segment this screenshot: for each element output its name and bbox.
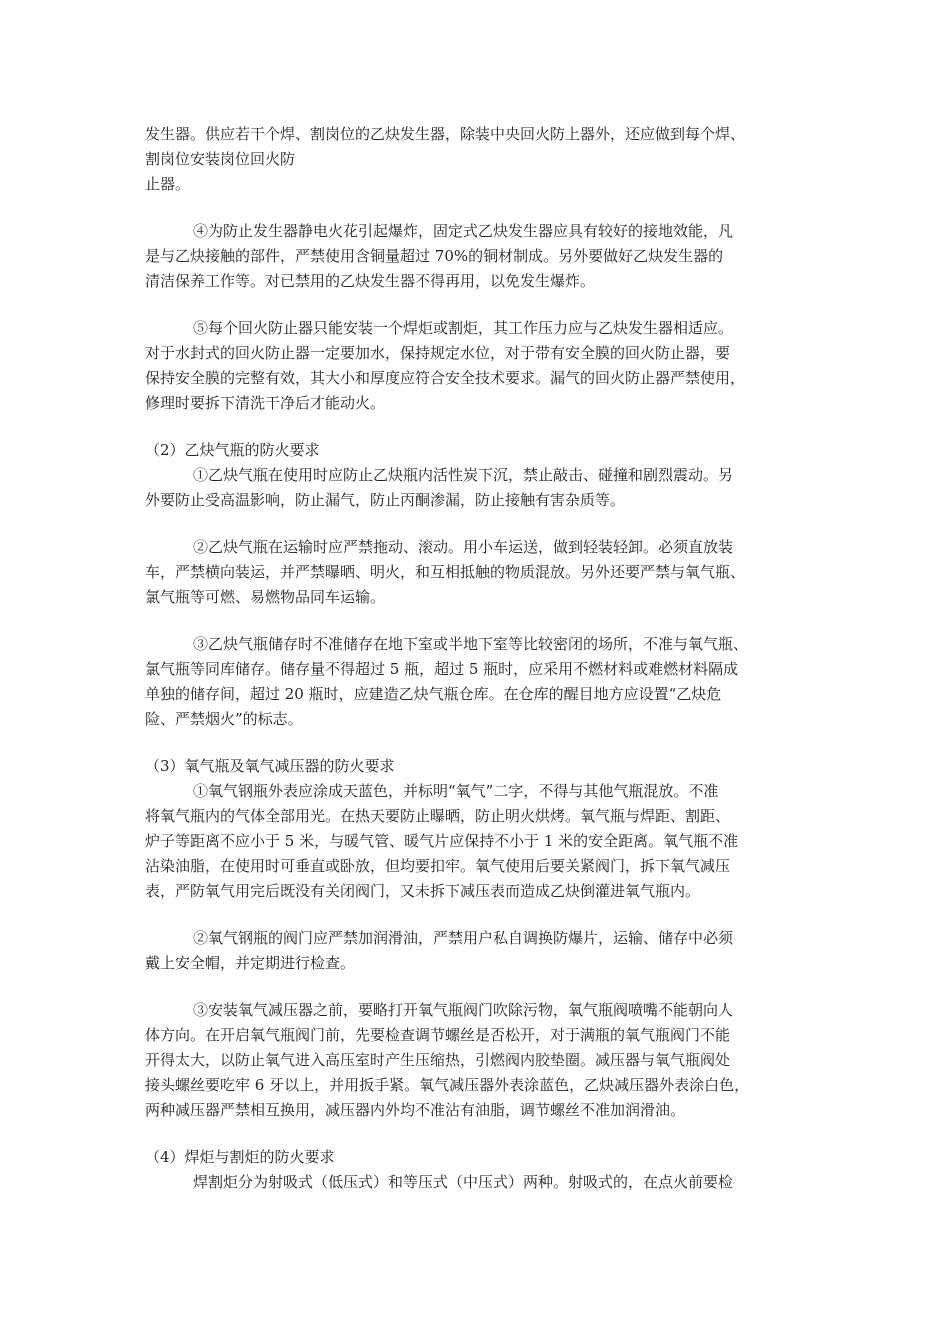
section-acetylene-cylinder <box>145 438 813 513</box>
text-line: ③安装氧气减压器之前，要略打开氧气瓶阀门吹除污物，氧气瓶阀喷嘴不能朝向人 <box>193 1001 734 1019</box>
text-line: 对于水封式的回火防止器一定要加水，保持规定水位，对于带有安全膜的回火防止器，要 <box>145 344 731 362</box>
paragraph-gap <box>145 976 813 998</box>
section-oxygen-cylinder <box>145 754 813 904</box>
text-line: 将氧气瓶内的气体全部用光。在热天要防止曝晒，防止明火烘烤。氧气瓶与焊距、割距、 <box>145 807 731 825</box>
text-line: 车，严禁横向装运，并严禁曝晒、明火，和互相抵触的物质混放。另外还要严禁与氧气瓶、 <box>145 563 746 581</box>
paragraph-gap <box>145 513 813 535</box>
text-line: ⑤每个回火防止器只能安装一个焊炬或割炬，其工作压力应与乙炔发生器相适应。 <box>193 319 734 337</box>
paragraph-acetylene-storage <box>145 632 813 732</box>
text-line: 保持安全膜的完整有效，其大小和厚度应符合安全技术要求。漏气的回火防止器严禁使用， <box>145 369 746 387</box>
text-line: 开得太大，以防止氧气进入高压室时产生压缩热，引燃阀内胶垫圈。减压器与氧气瓶阀处 <box>145 1051 731 1069</box>
text-line: 发生器。供应若干个焊、割岗位的乙炔发生器，除装中央回火防上器外，还应做到每个焊、 <box>145 125 746 143</box>
text-line: 两种减压器严禁相互换用，减压器内外均不准沾有油脂，调节螺丝不准加润滑油。 <box>145 1101 686 1119</box>
paragraph-gap <box>145 1123 813 1145</box>
text-line: 清洁保养工作等。对已禁用的乙炔发生器不得再用，以免发生爆炸。 <box>145 272 596 290</box>
paragraph-gap <box>145 904 813 926</box>
text-line: ④为防止发生器静电火花引起爆炸，固定式乙炔发生器应具有较好的接地效能，凡 <box>193 222 734 240</box>
text-line: 氯气瓶等同库储存。储存量不得超过 5 瓶，超过 5 瓶时，应采用不燃材料或难燃材料隔成 <box>145 660 739 678</box>
text-line: 接头螺丝要吃牢 6 牙以上，并用扳手紧。氧气减压器外表涂蓝色，乙炔减压器外表涂白色， <box>145 1076 750 1094</box>
paragraph-oxygen-regulator <box>145 998 813 1123</box>
text-line: 外要防止受高温影响，防止漏气，防止丙酮渗漏，防止接触有害杂质等。 <box>145 491 626 509</box>
paragraph-gap <box>145 416 813 438</box>
text-line: 炉子等距离不应小于 5 米，与暖气管、暖气片应保持不小于 1 米的安全距离。氧气瓶不准 <box>145 832 739 850</box>
text-line: ③乙炔气瓶储存时不准储存在地下室或半地下室等比较密闭的场所，不准与氧气瓶、 <box>193 635 749 653</box>
text-line: 焊割炬分为射吸式（低压式）和等压式（中压式）两种。射吸式的，在点火前要检 <box>193 1173 734 1191</box>
section-torch <box>145 1145 813 1195</box>
text-line: 是与乙炔接触的部件，严禁使用含铜量超过 70%的铜材制成。另外要做好乙炔发生器的 <box>145 247 724 265</box>
section-heading: （3）氧气瓶及氧气减压器的防火要求 <box>145 757 395 775</box>
text-line: 体方向。在开启氧气瓶阀门前，先要检查调节螺丝是否松开，对于满瓶的氧气瓶阀门不能 <box>145 1026 731 1044</box>
text-line: ①氧气钢瓶外表应涂成天蓝色，并标明“氧气”二字，不得与其他气瓶混放。不准 <box>193 782 719 800</box>
text-line: 沾染油脂，在使用时可垂直或卧放，但均要扣牢。氧气使用后要关紧阀门，拆下氧气减压 <box>145 857 731 875</box>
paragraph-item-5 <box>145 316 813 416</box>
paragraph-continuation <box>145 122 813 197</box>
paragraph-gap <box>145 197 813 219</box>
paragraph-gap <box>145 610 813 632</box>
document-page <box>145 122 813 1195</box>
text-line: 氯气瓶等可燃、易燃物品同车运输。 <box>145 588 386 606</box>
paragraph-oxygen-valve <box>145 926 813 976</box>
text-line: 戴上安全帽，并定期进行检查。 <box>145 954 356 972</box>
text-line: 修理时要拆下清洗干净后才能动火。 <box>145 394 386 412</box>
paragraph-gap <box>145 294 813 316</box>
paragraph-gap <box>145 732 813 754</box>
paragraph-acetylene-transport <box>145 535 813 610</box>
section-heading: （2）乙炔气瓶的防火要求 <box>145 441 320 459</box>
text-line: 止器。 <box>145 175 191 193</box>
section-heading: （4）焊炬与割炬的防火要求 <box>145 1148 335 1166</box>
paragraph-item-4 <box>145 219 813 294</box>
text-line: ②氧气钢瓶的阀门应严禁加润滑油，严禁用户私自调换防爆片，运输、储存中必须 <box>193 929 734 947</box>
text-line: 割岗位安装岗位回火防 <box>145 150 296 168</box>
text-line: 表，严防氧气用完后既没有关闭阀门，又未拆下减压表而造成乙炔倒灌进氧气瓶内。 <box>145 882 701 900</box>
text-line: ①乙炔气瓶在使用时应防止乙炔瓶内活性炭下沉，禁止敲击、碰撞和剧烈震动。另 <box>193 466 734 484</box>
text-line: 单独的储存间，超过 20 瓶时，应建造乙炔气瓶仓库。在仓库的醒目地方应设置“乙炔危 <box>145 685 722 703</box>
text-line: ②乙炔气瓶在运输时应严禁拖动、滚动。用小车运送，做到轻装轻卸。必须直放装 <box>193 538 734 556</box>
text-line: 险、严禁烟火”的标志。 <box>145 710 303 728</box>
